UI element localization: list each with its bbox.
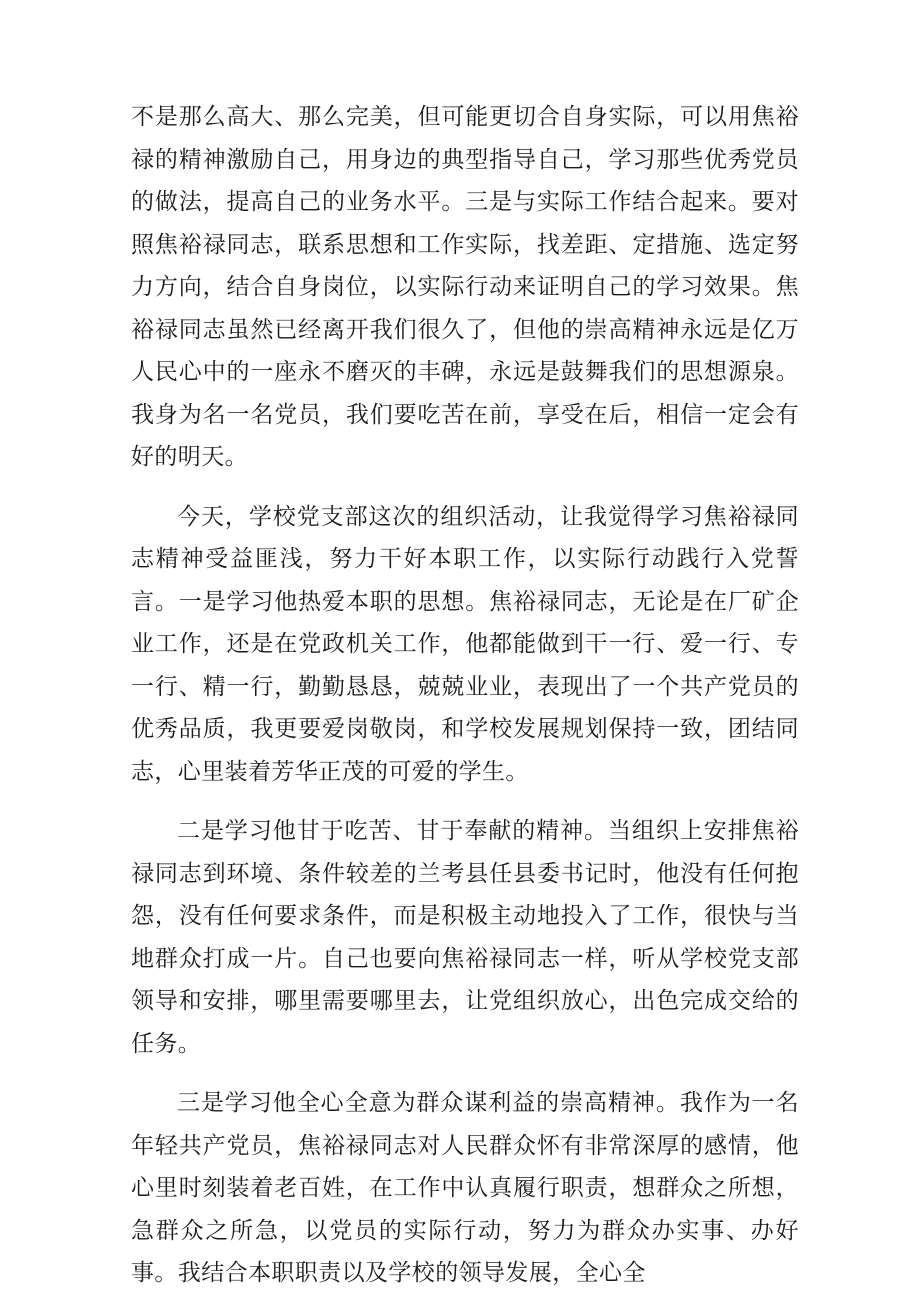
paragraph-dedication: 二是学习他甘于吃苦、甘于奉献的精神。当组织上安排焦裕禄同志到环境、条件较差的兰考县任县委书记时，他没有任何抱怨，没有任何要求条件，而是积极主动地投入了工作，很快与当地群众打成一片。自己也要向焦裕禄同志一样，听从学校党支部领导和安排，哪里需要哪里去，让党组织放心，出色完成交给的任务。 xyxy=(131,818,799,1057)
paragraph-organization-activity: 今天，学校党支部这次的组织活动，让我觉得学习焦裕禄同志精神受益匪浅，努力干好本职工作，以实际行动践行入党誓言。一是学习他热爱本职的思想。焦裕禄同志，无论是在厂矿企业工作，还是在党政机关工作，他都能做到干一行、爱一行、专一行、精一行，勤勤恳恳，兢兢业业，表现出了一个共产党员的优秀品质，我更要爱岗敬岗，和学校发展规划保持一致，团结同志，心里装着芳华正茂的可爱的学生。 xyxy=(131,503,799,785)
paragraph-continuation: 不是那么高大、那么完美，但可能更切合自身实际，可以用焦裕禄的精神激励自己，用身边的典型指导自己，学习那些优秀党员的做法，提高自己的业务水平。三是与实际工作结合起来。要对照焦裕禄同志，联系思想和工作实际，找差距、定措施、选定努力方向，结合自身岗位，以实际行动来证明自己的学习效果。焦裕禄同志虽然已经离开我们很久了，但他的崇高精神永远是亿万人民心中的一座永不磨灭的丰碑，永远是鼓舞我们的思想源泉。我身为名一名党员，我们要吃苦在前，享受在后，相信一定会有好的明天。 xyxy=(131,104,799,470)
document-body xyxy=(131,96,799,1312)
paragraph-serving-people: 三是学习他全心全意为群众谋利益的崇高精神。我作为一名年轻共产党员，焦裕禄同志对人民群众怀有非常深厚的感情，他心里时刻装着老百姓，在工作中认真履行职责，想群众之所想，急群众之所急，以党员的实际行动，努力为群众办实事、办好事。我结合本职职责以及学校的领导发展，全心全 xyxy=(131,1090,799,1286)
